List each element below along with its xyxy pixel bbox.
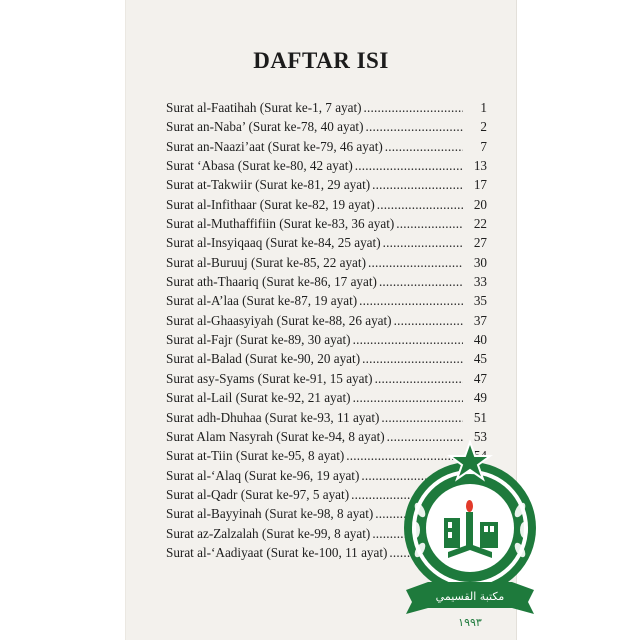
toc-leader-dots <box>383 235 463 251</box>
toc-entry <box>166 313 487 332</box>
toc-entry-title: Surat al-Balad (Surat ke-90, 20 ayat) <box>166 351 361 367</box>
toc-entry <box>166 235 487 254</box>
toc-entry-page-number: 35 <box>473 293 487 309</box>
toc-entry-title: Surat al-A’laa (Surat ke-87, 19 ayat) <box>166 293 358 309</box>
toc-entry-title: Surat al-Bayyinah (Surat ke-98, 8 ayat) <box>166 506 374 522</box>
toc-entry-page-number: 20 <box>473 196 487 212</box>
toc-entry-page-number: 33 <box>473 274 487 290</box>
toc-entry <box>166 371 487 390</box>
toc-leader-dots <box>375 371 463 387</box>
library-seal-icon <box>398 440 543 635</box>
toc-entry-title: Surat al-Qadr (Surat ke-97, 5 ayat) <box>166 486 350 502</box>
svg-text:١٩٩٣: ١٩٩٣ <box>458 616 482 629</box>
toc-entry-page-number: 13 <box>473 158 487 174</box>
toc-entry <box>166 390 487 409</box>
toc-leader-dots <box>385 139 463 155</box>
toc-leader-dots <box>379 274 463 290</box>
toc-entry <box>166 351 487 370</box>
toc-entry <box>166 119 487 138</box>
toc-entry-title: Surat al-Buruuj (Surat ke-85, 22 ayat) <box>166 254 366 270</box>
toc-entry-title: Surat ‘Abasa (Surat ke-80, 42 ayat) <box>166 158 353 174</box>
toc-entry-page-number: 49 <box>473 390 487 406</box>
toc-entry-title: Surat an-Naba’ (Surat ke-78, 40 ayat) <box>166 119 364 135</box>
toc-entry-title: Surat al-Lail (Surat ke-92, 21 ayat) <box>166 390 351 406</box>
toc-leader-dots <box>368 255 463 271</box>
toc-entry-page-number: 30 <box>473 254 487 270</box>
toc-entry-title: Surat al-‘Aadiyaat (Surat ke-100, 11 ayat) <box>166 544 388 560</box>
toc-entry-title: Surat Alam Nasyrah (Surat ke-94, 8 ayat) <box>166 428 385 444</box>
toc-entry-page-number: 27 <box>473 235 487 251</box>
toc-entry <box>166 274 487 293</box>
toc-leader-dots <box>353 332 463 348</box>
toc-entry-page-number: 53 <box>473 428 487 444</box>
toc-entry <box>166 216 487 235</box>
toc-leader-dots <box>372 177 463 193</box>
toc-leader-dots <box>355 158 463 174</box>
toc-entry-title: Surat al-Faatihah (Surat ke-1, 7 ayat) <box>166 100 362 115</box>
toc-entry-page-number: 17 <box>473 177 487 193</box>
toc-entry-title: Surat al-Ghaasyiyah (Surat ke-88, 26 ayat) <box>166 312 392 328</box>
toc-entry-title: Surat at-Takwiir (Surat ke-81, 29 ayat) <box>166 177 371 193</box>
toc-entry <box>166 255 487 274</box>
toc-leader-dots <box>366 119 464 135</box>
toc-entry <box>166 177 487 196</box>
toc-entry <box>166 332 487 351</box>
toc-entry-title: Surat al-‘Alaq (Surat ke-96, 19 ayat) <box>166 467 360 483</box>
toc-entry-page-number: 37 <box>473 312 487 328</box>
toc-entry-page-number: 1 <box>480 100 487 115</box>
toc-leader-dots <box>377 197 463 213</box>
toc-entry <box>166 293 487 312</box>
toc-leader-dots <box>364 100 463 116</box>
toc-entry-page-number: 47 <box>473 370 487 386</box>
toc-leader-dots <box>394 313 463 329</box>
svg-text:مكتبة القسيمي: مكتبة القسيمي <box>435 590 505 603</box>
toc-entry-title: Surat adh-Dhuhaa (Surat ke-93, 11 ayat) <box>166 409 380 425</box>
toc-entry-title: Surat az-Zalzalah (Surat ke-99, 8 ayat) <box>166 525 371 541</box>
toc-entry-title: Surat al-Insyiqaaq (Surat ke-84, 25 ayat) <box>166 235 381 251</box>
toc-entry <box>166 100 487 119</box>
toc-leader-dots <box>359 293 463 309</box>
toc-entry-page-number: 51 <box>473 409 487 425</box>
toc-entry <box>166 197 487 216</box>
toc-entry <box>166 139 487 158</box>
toc-entry-page-number: 2 <box>480 119 487 135</box>
toc-entry-title: Surat an-Naazi’aat (Surat ke-79, 46 ayat) <box>166 138 383 154</box>
toc-leader-dots <box>381 410 463 426</box>
toc-entry-title: Surat al-Infithaar (Surat ke-82, 19 ayat) <box>166 196 375 212</box>
toc-entry-page-number: 45 <box>473 351 487 367</box>
toc-entry <box>166 410 487 429</box>
toc-entry-title: Surat al-Muthaffifiin (Surat ke-83, 36 ayat) <box>166 216 395 232</box>
toc-entry-title: Surat ath-Thaariq (Surat ke-86, 17 ayat) <box>166 274 377 290</box>
toc-entry-title: Surat at-Tiin (Surat ke-95, 8 ayat) <box>166 448 345 464</box>
toc-entry <box>166 158 487 177</box>
toc-entry-page-number: 40 <box>473 332 487 348</box>
toc-entry-title: Surat al-Fajr (Surat ke-89, 30 ayat) <box>166 332 351 348</box>
toc-entry-page-number: 7 <box>480 138 487 154</box>
page-title: DAFTAR ISI <box>253 48 389 73</box>
toc-leader-dots <box>362 351 463 367</box>
toc-entry-page-number: 22 <box>473 216 487 232</box>
toc-leader-dots <box>353 390 463 406</box>
toc-entry-title: Surat asy-Syams (Surat ke-91, 15 ayat) <box>166 370 373 386</box>
toc-leader-dots <box>396 216 463 232</box>
